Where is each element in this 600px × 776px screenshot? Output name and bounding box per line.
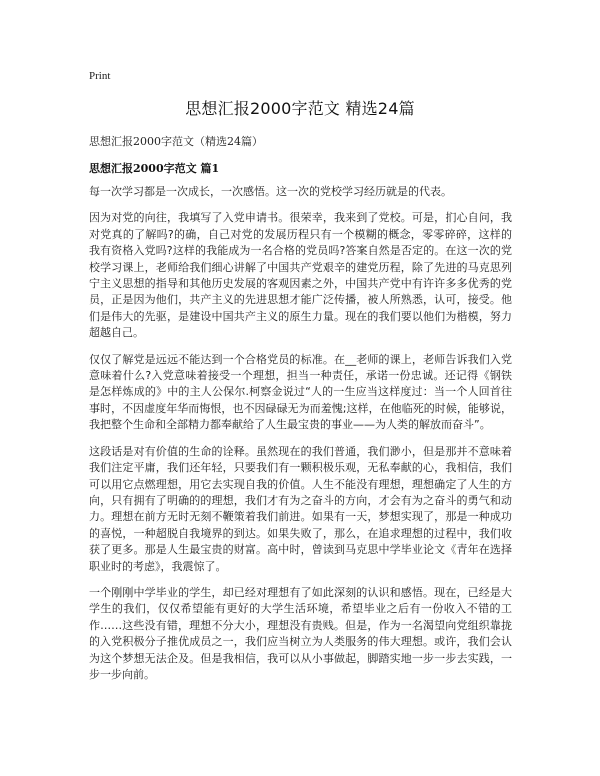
paragraph: 因为对党的向往，我填写了入党申请书。很荣幸，我来到了党校。可是，扪心自问，我对党真的了解吗?的确，自己对党的发展历程只有一个模糊的概念，零零碎碎，这样的我有资格入党吗?这样的我能成为一名合格的党员吗?答案自然是否定的。在这一次的党校学习课上，老师给我们细心讲解了中国共产党艰辛的建党历程，除了先进的马克思列宁主义思想的指导和其他历史发展的客观因素之外，中国共产党中有许许多多优秀的党员，正是因为他们，共产主义的先进思想才能广泛传播，被人所熟悉，认可，接受。他们是伟大的先驱，是建设中国共产主义的原生力量。现在的我们要以他们为楷模，努力超越自己。 (89, 211, 512, 340)
paragraph: 每一次学习都是一次成长，一次感悟。这一次的党校学习经历就是的代表。 (89, 185, 452, 198)
document-subtitle: 思想汇报2000字范文（精选24篇） (89, 135, 263, 148)
paragraph: 一个刚刚中学毕业的学生，却已经对理想有了如此深刻的认识和感悟。现在，已经是大学生的我们，仅仅希望能有更好的大学生活环境，希望毕业之后有一份收入不错的工作……这些没有错，理想不分大小，理想没有贵贱。但是，作为一名渴望向党组织靠拢的入党积极分子推优成员之一，我们应当树立为人类服务的伟大理想。或许，我们会认为这个梦想无法企及。但是我相信，我可以从小事做起，脚踏实地一步一步去实践，一步一步向前。 (89, 585, 512, 681)
page-title: 思想汇报2000字范文 精选24篇 (185, 99, 415, 118)
paragraph: 仅仅了解党是远远不能达到一个合格党员的标准。在__老师的课上，老师告诉我们入党意味着什么?入党意味着接受一个理想，担当一种责任，承诺一份忠诚。还记得《钢铁是怎样炼成的》中的主人公保尔.柯察金说过“人的一生应当这样度过：当一个人回首往事时，不因虚度年华而悔恨，也不因碌碌无为而羞愧;这样，在他临死的时候，能够说，我把整个生命和全部精力都奉献给了人生最宝贵的事业——为人类的解放而奋斗”。 (89, 352, 512, 432)
section-heading: 思想汇报2000字范文 篇1 (89, 162, 220, 175)
article-body (89, 184, 512, 693)
print-link[interactable]: Print (89, 70, 111, 82)
paragraph: 这段话是对有价值的生命的诠释。虽然现在的我们普通，我们渺小，但是那并不意味着我们注定平庸，我们还年轻，只要我们有一颗积极乐观，无私奉献的心，我相信，我们可以用它点燃理想，用它去实现自我的价值。人生不能没有理想，理想确定了人生的方向，只有拥有了明确的的理想，我们才有为之奋斗的方向，才会有为之奋斗的勇气和动力。理想在前方无时无刻不鞭策着我们前进。如果有一天，梦想实现了，那是一种成功的喜悦，一种超脱自我境界的到达。如果失败了，那么，在追求理想的过程中，我们收获了更多。那是人生最宝贵的财富。高中时，曾读到马克思中学毕业论文《青年在选择职业时的考虑》，我震惊了。 (89, 444, 512, 573)
